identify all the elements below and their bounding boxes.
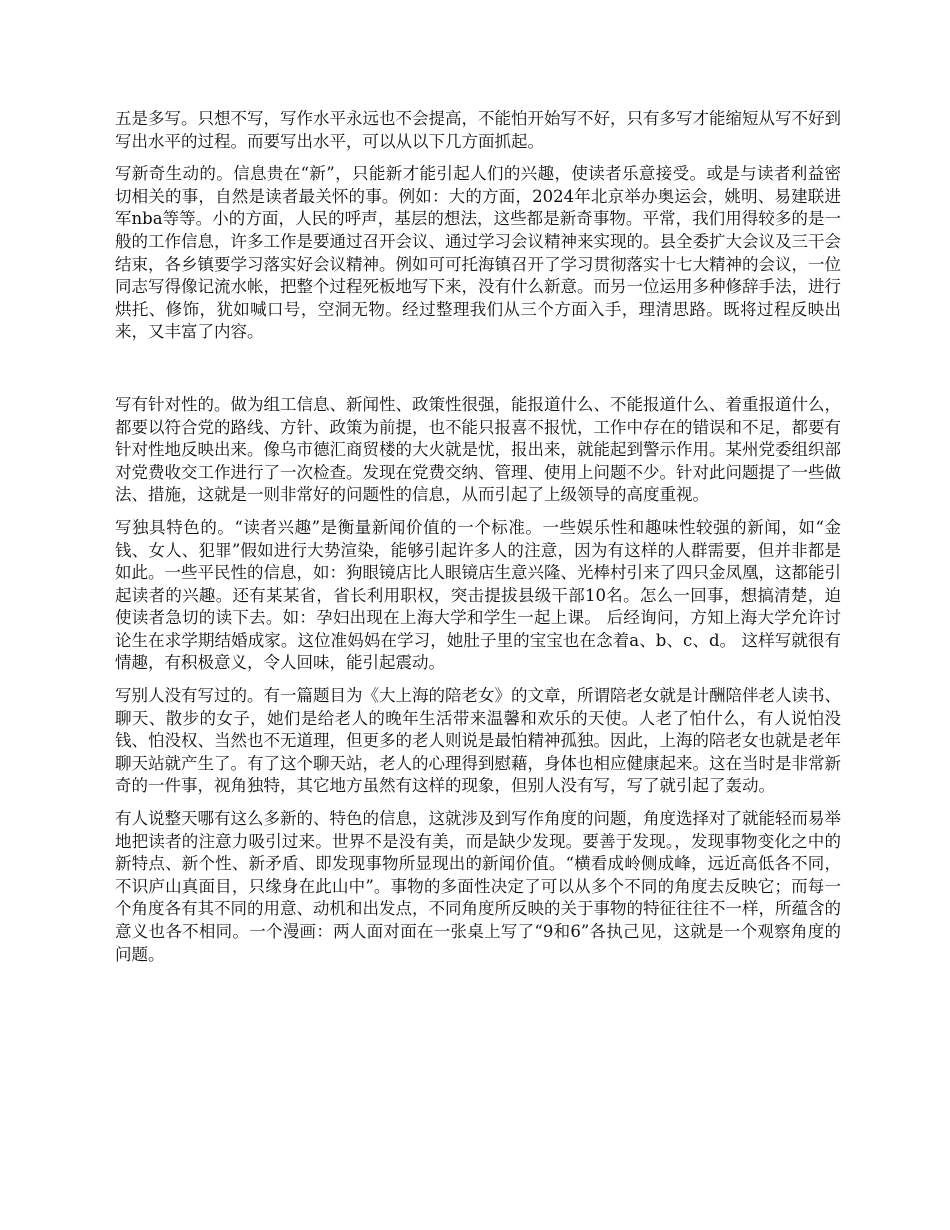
document-body [115,108,841,976]
paragraph-writing-angle: 有人说整天哪有这么多新的、特色的信息，这就涉及到写作角度的问题，角度选择对了就能轻而易举地把读者的注意力吸引过来。世界不是没有美，而是缺少发现。要善于发现。，发现事物变化之中的新特点、新个性、新矛盾、即发现事物所显现出的新闻价值。“横看成岭侧成峰，远近高低各不同，不识庐山真面目，只缘身在此山中”。事物的多面性决定了可以从多个不同的角度去反映它；而每一个角度各有其不同的用意、动机和出发点，不同角度所反映的关于事物的特征往往不一样，所蕴含的意义也各不相同。一个漫画：两人面对面在一张桌上写了“9和6”各执己见，这就是一个观察角度的问题。 [115,809,841,964]
paragraph-targeted: 写有针对性的。做为组工信息、新闻性、政策性很强，能报道什么、不能报道什么、着重报道什么，都要以符合党的路线、方针、政策为前提，也不能只报喜不报忧，工作中存在的错误和不足，都要有针对性地反映出来。像乌市德汇商贸楼的大火就是忧，报出来，就能起到警示作用。某州党委组织部对党费收交工作进行了一次检查。发现在党费交纳、管理、使用上问题不少。针对此问题提了一些做法、措施，这就是一则非常好的问题性的信息，从而引起了上级领导的高度重视。 [115,394,841,505]
paragraph-unwritten-by-others: 写别人没有写过的。有一篇题目为《大上海的陪老女》的文章，所谓陪老女就是计酬陪伴老人读书、聊天、散步的女子，她们是给老人的晚年生活带来温馨和欢乐的天使。人老了怕什么，有人说怕没钱、怕没权、当然也不无道理，但更多的老人则说是最怕精神孤独。因此，上海的陪老女也就是老年聊天站就产生了。有了这个聊天站，老人的心理得到慰藉，身体也相应健康起来。这在当时是非常新奇的一件事，视角独特，其它地方虽然有这样的现象，但别人没有写，写了就引起了轰动。 [115,686,841,796]
paragraph-novel-vivid: 写新奇生动的。信息贵在“新”，只能新才能引起人们的兴趣，使读者乐意接受。或是与读者利益密切相关的事，自然是读者最关怀的事。例如：大的方面，2024年北京举办奥运会，姚明、易建联进军nba等等。小的方面，人民的呼声，基层的想法，这些都是新奇事物。平常，我们用得较多的是一般的工作信息，许多工作是要通过召开会议、通过学习会议精神来实现的。县全委扩大会议及三干会结束，各乡镇要学习落实好会议精神。例如可可托海镇召开了学习贯彻落实十七大精神的会议，一位同志写得像记流水帐，把整个过程死板地写下来，没有什么新意。而另一位运用多种修辞手法，进行烘托、修饰，犹如喊口号，空洞无物。经过整理我们从三个方面入手，理清思路。既将过程反映出来，又丰富了内容。 [115,164,841,342]
paragraph-distinctive: 写独具特色的。“读者兴趣”是衡量新闻价值的一个标准。一些娱乐性和趣味性较强的新闻，如“金钱、女人、犯罪”假如进行大势渲染，能够引起许多人的注意，因为有这样的人群需要，但并非都是如此。一些平民性的信息，如：狗眼镜店比人眼镜店生意兴隆、光棒村引来了四只金凤凰，这都能引起读者的兴趣。还有某某省，省长利用职权，突击提拔县级干部10名。怎么一回事，想搞清楚，迫使读者急切的读下去。如：孕妇出现在上海大学和学生一起上课。 后经询问，方知上海大学允许讨论生在求学期结婚成家。这位准妈妈在学习，她肚子里的宝宝也在念着a、b、c、d。 这样写就很有情趣，有积极意义，令人回味，能引起震动。 [115,517,841,673]
paragraph-gap [115,354,841,394]
paragraph-write-more: 五是多写。只想不写，写作水平永远也不会提高，不能怕开始写不好，只有多写才能缩短从写不好到写出水平的过程。而要写出水平，可以从以下几方面抓起。 [115,109,841,151]
